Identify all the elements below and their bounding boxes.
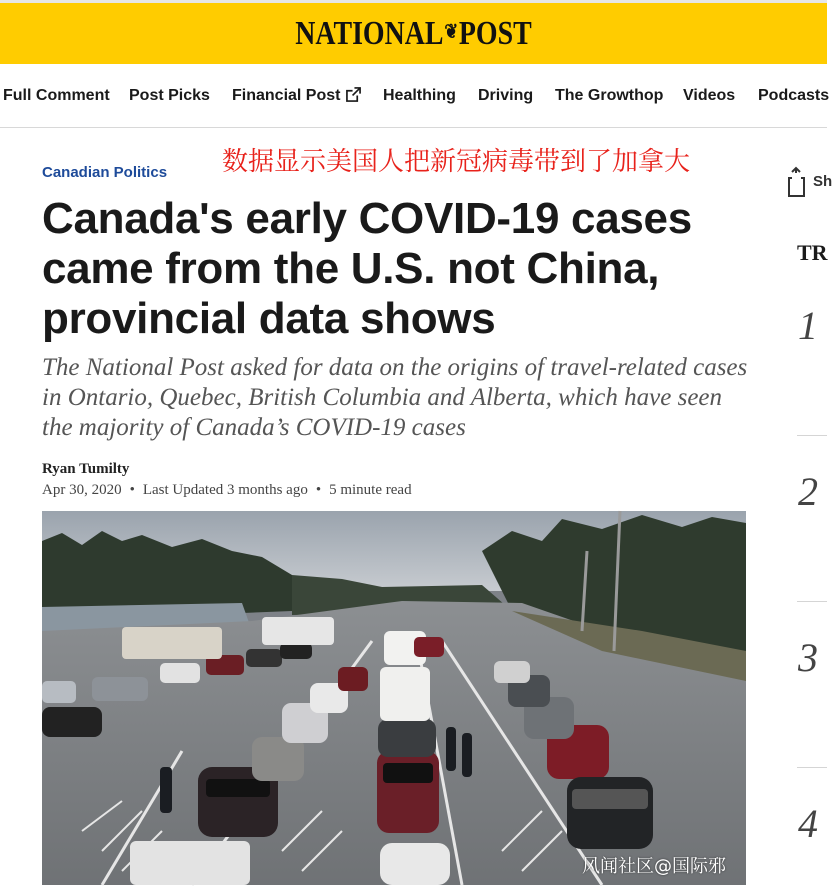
main-nav (0, 64, 830, 128)
chinese-caption-overlay: 数据显示美国人把新冠病毒带到了加拿大 (222, 147, 691, 177)
trending-heading: TR (797, 240, 828, 265)
read-time: 5 minute read (329, 482, 412, 498)
external-link-icon (346, 87, 361, 102)
logo-text-national: NATIONAL (295, 15, 444, 52)
trending-rank-3[interactable]: 3 (798, 635, 818, 680)
trending-divider (797, 601, 827, 602)
nav-item-full-comment[interactable]: Full Comment (3, 87, 110, 104)
logo-text-post: POST (458, 15, 532, 52)
trending-rank-2[interactable]: 2 (798, 469, 818, 514)
nav-item-healthing[interactable]: Healthing (383, 87, 456, 104)
article-headline: Canada's early COVID-19 cases came from the U.S. not China, provincial data shows (42, 194, 692, 343)
trending-divider (797, 435, 827, 436)
trending-rank-1[interactable]: 1 (798, 303, 818, 348)
publish-date: Apr 30, 2020 (42, 482, 122, 498)
meta-separator: • (315, 482, 322, 498)
category-link[interactable]: Canadian Politics (42, 164, 168, 181)
nav-item-the-growthop[interactable]: The Growthop (555, 87, 664, 104)
article-dek: The National Post asked for data on the origins of travel-related cases in Ontario, Quebec, British Columbia and Alberta, which have seen the majority of Canada’s COVID-19 cases (42, 354, 748, 441)
article-meta (42, 482, 412, 499)
nav-item-financial-post[interactable] (232, 87, 361, 105)
nav-item-post-picks[interactable]: Post Picks (129, 87, 210, 104)
lead-photo[interactable] (42, 511, 746, 885)
masthead (0, 0, 827, 64)
nav-item-financial-post-label: Financial Post (232, 87, 341, 104)
meta-separator: • (129, 482, 135, 498)
last-updated: Last Updated 3 months ago (142, 482, 308, 498)
maple-leaf-icon: ❦ (444, 21, 459, 43)
trending-rank-4[interactable]: 4 (798, 801, 818, 846)
watermark-text: 风闻社区@国际邪 (582, 856, 726, 877)
author-link[interactable]: Ryan Tumilty (42, 461, 130, 477)
national-post-logo[interactable] (74, 15, 752, 53)
share-label[interactable]: Sh (813, 173, 832, 190)
nav-item-driving[interactable]: Driving (478, 87, 534, 104)
border-crossing-photo (42, 511, 746, 885)
trending-divider (797, 767, 827, 768)
nav-item-videos[interactable]: Videos (683, 87, 736, 104)
nav-item-podcasts[interactable]: Podcasts (758, 87, 830, 104)
